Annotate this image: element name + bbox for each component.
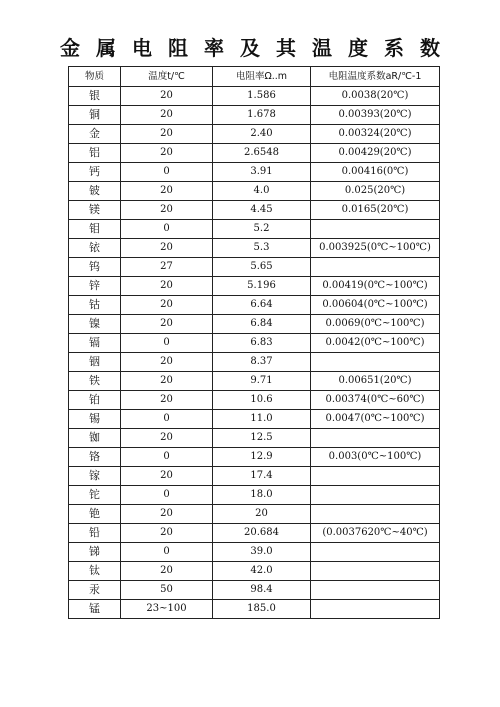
cell-temperature: 23~100 xyxy=(121,600,213,619)
cell-resistivity: 2.6548 xyxy=(213,144,311,163)
table-row xyxy=(69,391,440,410)
page-title: 金属电阻率及其温度系数 xyxy=(60,36,456,60)
cell-substance: 钙 xyxy=(69,163,121,182)
cell-temperature: 20 xyxy=(121,315,213,334)
cell-resistivity: 6.83 xyxy=(213,334,311,353)
cell-substance: 铍 xyxy=(69,182,121,201)
cell-temp-coefficient: 0.0165(20℃) xyxy=(311,201,440,220)
cell-substance: 铂 xyxy=(69,391,121,410)
table-row xyxy=(69,201,440,220)
cell-temperature: 20 xyxy=(121,106,213,125)
table-row xyxy=(69,334,440,353)
table-row xyxy=(69,600,440,619)
header-resistivity: 电阻率Ω..m xyxy=(213,67,311,87)
cell-substance: 金 xyxy=(69,125,121,144)
cell-substance: 铷 xyxy=(69,429,121,448)
cell-substance: 锰 xyxy=(69,600,121,619)
cell-temperature: 20 xyxy=(121,505,213,524)
cell-substance: 铬 xyxy=(69,448,121,467)
cell-temp-coefficient: 0.0069(0℃~100℃) xyxy=(311,315,440,334)
cell-resistivity: 20 xyxy=(213,505,311,524)
cell-resistivity: 5.196 xyxy=(213,277,311,296)
cell-temp-coefficient: 0.003(0℃~100℃) xyxy=(311,448,440,467)
table-row xyxy=(69,562,440,581)
cell-substance: 铝 xyxy=(69,144,121,163)
cell-resistivity: 12.9 xyxy=(213,448,311,467)
cell-temp-coefficient: 0.0042(0℃~100℃) xyxy=(311,334,440,353)
cell-substance: 钴 xyxy=(69,296,121,315)
cell-temp-coefficient: 0.00429(20℃) xyxy=(311,144,440,163)
cell-temperature: 20 xyxy=(121,239,213,258)
cell-resistivity: 18.0 xyxy=(213,486,311,505)
table-row xyxy=(69,125,440,144)
cell-temperature: 20 xyxy=(121,125,213,144)
cell-substance: 钨 xyxy=(69,258,121,277)
cell-temp-coefficient xyxy=(311,467,440,486)
cell-substance: 镍 xyxy=(69,315,121,334)
cell-temperature: 20 xyxy=(121,277,213,296)
cell-temperature: 0 xyxy=(121,334,213,353)
table-row xyxy=(69,410,440,429)
cell-resistivity: 6.64 xyxy=(213,296,311,315)
cell-temp-coefficient: 0.00416(0℃) xyxy=(311,163,440,182)
cell-temp-coefficient xyxy=(311,258,440,277)
table-row xyxy=(69,163,440,182)
cell-substance: 铯 xyxy=(69,505,121,524)
cell-substance: 铅 xyxy=(69,524,121,543)
cell-resistivity: 20.684 xyxy=(213,524,311,543)
cell-resistivity: 1.586 xyxy=(213,87,311,106)
table-header-row xyxy=(69,67,440,87)
cell-temperature: 20 xyxy=(121,429,213,448)
header-substance: 物质 xyxy=(69,67,121,87)
metal-resistivity-table xyxy=(68,66,440,619)
cell-temp-coefficient: (0.0037620℃~40℃) xyxy=(311,524,440,543)
cell-temp-coefficient: 0.0047(0℃~100℃) xyxy=(311,410,440,429)
cell-temp-coefficient xyxy=(311,543,440,562)
cell-temp-coefficient: 0.00419(0℃~100℃) xyxy=(311,277,440,296)
cell-temp-coefficient: 0.00374(0℃~60℃) xyxy=(311,391,440,410)
table-row xyxy=(69,581,440,600)
table-row xyxy=(69,315,440,334)
cell-temp-coefficient: 0.00604(0℃~100℃) xyxy=(311,296,440,315)
cell-resistivity: 6.84 xyxy=(213,315,311,334)
cell-temperature: 20 xyxy=(121,353,213,372)
cell-substance: 镁 xyxy=(69,201,121,220)
cell-temperature: 0 xyxy=(121,448,213,467)
cell-substance: 锌 xyxy=(69,277,121,296)
cell-temperature: 20 xyxy=(121,201,213,220)
table-row xyxy=(69,372,440,391)
cell-resistivity: 42.0 xyxy=(213,562,311,581)
cell-temp-coefficient xyxy=(311,505,440,524)
table-row xyxy=(69,277,440,296)
cell-temperature: 20 xyxy=(121,296,213,315)
table-row xyxy=(69,106,440,125)
cell-temp-coefficient xyxy=(311,353,440,372)
table-row xyxy=(69,448,440,467)
cell-temperature: 0 xyxy=(121,220,213,239)
cell-resistivity: 11.0 xyxy=(213,410,311,429)
cell-resistivity: 5.65 xyxy=(213,258,311,277)
cell-resistivity: 1.678 xyxy=(213,106,311,125)
cell-temp-coefficient: 0.003925(0℃~100℃) xyxy=(311,239,440,258)
cell-temp-coefficient xyxy=(311,486,440,505)
cell-resistivity: 10.6 xyxy=(213,391,311,410)
cell-temperature: 27 xyxy=(121,258,213,277)
cell-temp-coefficient: 0.00324(20℃) xyxy=(311,125,440,144)
cell-resistivity: 4.45 xyxy=(213,201,311,220)
cell-temp-coefficient: 0.00393(20℃) xyxy=(311,106,440,125)
cell-temp-coefficient: 0.0038(20℃) xyxy=(311,87,440,106)
cell-substance: 铱 xyxy=(69,239,121,258)
table-row xyxy=(69,182,440,201)
header-temperature: 温度t/℃ xyxy=(121,67,213,87)
table-row xyxy=(69,296,440,315)
cell-substance: 铊 xyxy=(69,486,121,505)
cell-resistivity: 9.71 xyxy=(213,372,311,391)
cell-substance: 镉 xyxy=(69,334,121,353)
cell-temp-coefficient xyxy=(311,581,440,600)
cell-resistivity: 17.4 xyxy=(213,467,311,486)
cell-temperature: 0 xyxy=(121,410,213,429)
cell-temperature: 20 xyxy=(121,391,213,410)
cell-temp-coefficient: 0.025(20℃) xyxy=(311,182,440,201)
cell-resistivity: 2.40 xyxy=(213,125,311,144)
cell-substance: 汞 xyxy=(69,581,121,600)
cell-temperature: 0 xyxy=(121,486,213,505)
table-row xyxy=(69,258,440,277)
cell-resistivity: 3.91 xyxy=(213,163,311,182)
cell-resistivity: 39.0 xyxy=(213,543,311,562)
table-row xyxy=(69,467,440,486)
cell-substance: 银 xyxy=(69,87,121,106)
table-row xyxy=(69,220,440,239)
cell-resistivity: 4.0 xyxy=(213,182,311,201)
cell-temp-coefficient xyxy=(311,429,440,448)
cell-resistivity: 5.3 xyxy=(213,239,311,258)
table-row xyxy=(69,429,440,448)
cell-temperature: 0 xyxy=(121,163,213,182)
cell-temperature: 20 xyxy=(121,182,213,201)
cell-substance: 镓 xyxy=(69,467,121,486)
table-row xyxy=(69,505,440,524)
table-row xyxy=(69,353,440,372)
cell-substance: 钛 xyxy=(69,562,121,581)
table-row xyxy=(69,543,440,562)
cell-temperature: 0 xyxy=(121,543,213,562)
cell-substance: 铜 xyxy=(69,106,121,125)
cell-temperature: 20 xyxy=(121,372,213,391)
cell-substance: 锑 xyxy=(69,543,121,562)
cell-temperature: 20 xyxy=(121,562,213,581)
cell-temperature: 20 xyxy=(121,467,213,486)
cell-temperature: 50 xyxy=(121,581,213,600)
cell-temp-coefficient xyxy=(311,220,440,239)
table-row xyxy=(69,524,440,543)
cell-resistivity: 185.0 xyxy=(213,600,311,619)
cell-resistivity: 98.4 xyxy=(213,581,311,600)
cell-resistivity: 8.37 xyxy=(213,353,311,372)
cell-temp-coefficient: 0.00651(20℃) xyxy=(311,372,440,391)
cell-temperature: 20 xyxy=(121,524,213,543)
cell-substance: 铁 xyxy=(69,372,121,391)
cell-temp-coefficient xyxy=(311,562,440,581)
cell-substance: 钼 xyxy=(69,220,121,239)
table-row xyxy=(69,87,440,106)
cell-temperature: 20 xyxy=(121,144,213,163)
cell-temp-coefficient xyxy=(311,600,440,619)
table-row xyxy=(69,144,440,163)
table-row xyxy=(69,486,440,505)
cell-resistivity: 5.2 xyxy=(213,220,311,239)
cell-temperature: 20 xyxy=(121,87,213,106)
cell-resistivity: 12.5 xyxy=(213,429,311,448)
cell-substance: 锡 xyxy=(69,410,121,429)
header-temp-coefficient: 电阻温度系数aR/℃-1 xyxy=(311,67,440,87)
table-body xyxy=(69,87,440,619)
table-row xyxy=(69,239,440,258)
cell-substance: 铟 xyxy=(69,353,121,372)
